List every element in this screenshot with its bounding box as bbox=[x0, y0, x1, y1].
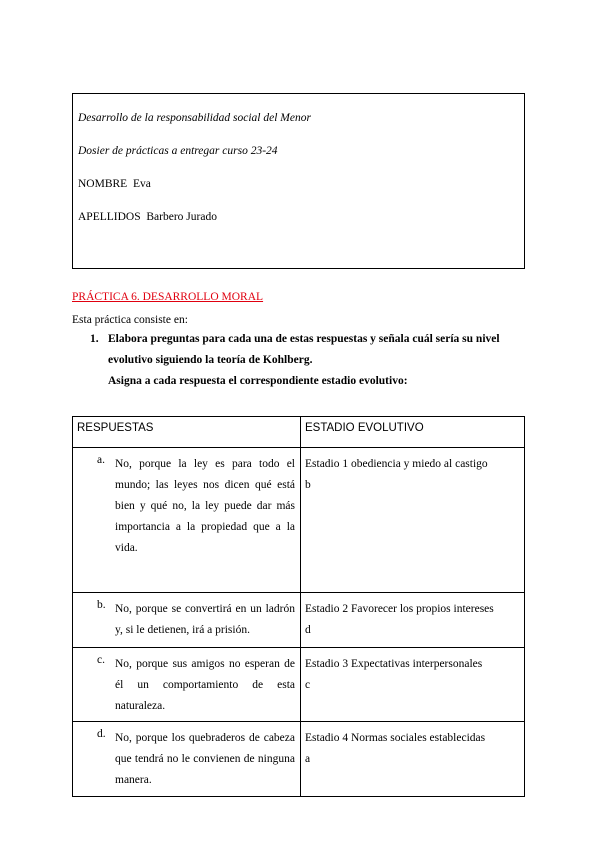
response-cell bbox=[73, 648, 301, 722]
response-cell bbox=[73, 593, 301, 648]
practice-intro: Esta práctica consiste en: bbox=[72, 314, 188, 326]
stage-cell bbox=[301, 593, 525, 648]
table-row bbox=[73, 722, 525, 797]
item-number: 1. bbox=[90, 333, 99, 345]
table-row bbox=[73, 448, 525, 593]
stage-text: Estadio 2 Favorecer los propios intereses bbox=[305, 603, 494, 615]
stage-answer: d bbox=[305, 624, 311, 636]
stage-answer: c bbox=[305, 679, 311, 691]
instruction-line-1: Elabora preguntas para cada una de estas respuestas y señala cuál sería su nivel bbox=[108, 333, 500, 345]
response-letter: b. bbox=[97, 599, 106, 611]
apellidos-value: Barbero Jurado bbox=[146, 211, 217, 223]
header-estadio: ESTADIO EVOLUTIVO bbox=[301, 417, 525, 448]
response-cell bbox=[73, 448, 301, 593]
subject-title: Desarrollo de la responsabilidad social del Menor bbox=[78, 112, 311, 124]
response-text: No, porque sus amigos no esperan de él un comportamiento de esta naturaleza. bbox=[115, 658, 295, 712]
stage-text: Estadio 3 Expectativas interpersonales bbox=[305, 658, 483, 670]
practice-title: PRÁCTICA 6. DESARROLLO MORAL bbox=[72, 291, 264, 303]
response-cell bbox=[73, 722, 301, 797]
apellidos-label: APELLIDOS bbox=[78, 211, 141, 223]
stage-cell bbox=[301, 722, 525, 797]
apellidos-line bbox=[78, 211, 217, 223]
stage-cell bbox=[301, 648, 525, 722]
table-row bbox=[73, 593, 525, 648]
stage-answer: a bbox=[305, 753, 311, 765]
stage-text: Estadio 4 Normas sociales establecidas bbox=[305, 732, 486, 744]
dossier-title: Dosier de prácticas a entregar curso 23-24 bbox=[78, 145, 278, 157]
student-info-box bbox=[72, 93, 525, 269]
response-letter: c. bbox=[97, 654, 105, 666]
table-header-row bbox=[73, 417, 525, 448]
stage-text: Estadio 1 obediencia y miedo al castigo bbox=[305, 458, 488, 470]
response-text: No, porque los quebraderos de cabeza que tendrá no le convienen de ninguna manera. bbox=[115, 732, 295, 786]
nombre-value: Eva bbox=[132, 178, 151, 190]
stage-answer: b bbox=[305, 479, 311, 491]
header-respuestas: RESPUESTAS bbox=[73, 417, 301, 448]
instruction-line-2: evolutivo siguiendo la teoría de Kohlberg. bbox=[108, 354, 313, 366]
instruction-line-3: Asigna a cada respuesta el correspondiente estadio evolutivo: bbox=[108, 375, 408, 387]
nombre-label: NOMBRE bbox=[78, 178, 128, 190]
table-row bbox=[73, 648, 525, 722]
responses-table bbox=[72, 416, 525, 797]
response-letter: d. bbox=[97, 728, 106, 740]
response-letter: a. bbox=[97, 454, 105, 466]
response-text: No, porque se convertirá en un ladrón y, si le detienen, irá a prisión. bbox=[115, 603, 295, 636]
nombre-line bbox=[78, 178, 151, 190]
response-text: No, porque la ley es para todo el mundo; las leyes nos dicen qué está bien y qué no, la ley puede dar más importancia a la propiedad que a la vida. bbox=[115, 458, 295, 554]
stage-cell bbox=[301, 448, 525, 593]
